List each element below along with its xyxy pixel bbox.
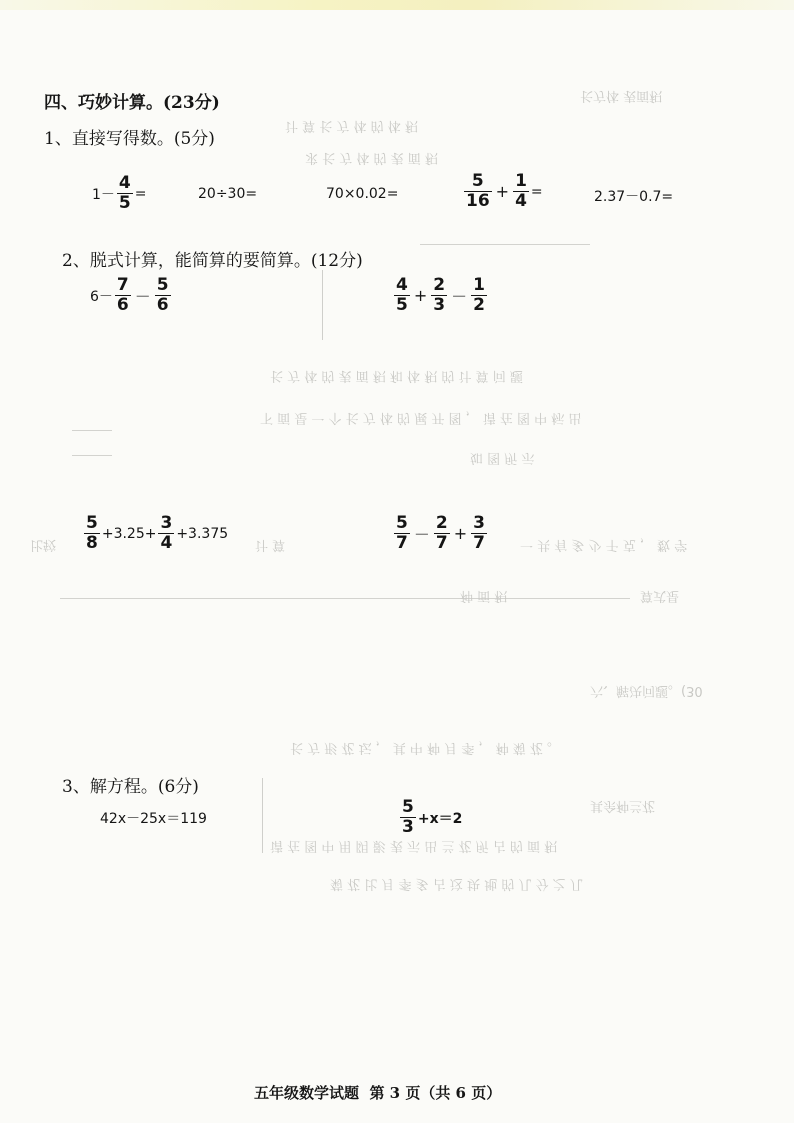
denominator: 4	[160, 533, 173, 553]
q2-expr-2	[392, 276, 489, 315]
paper-stain	[0, 0, 794, 10]
fraction	[117, 174, 133, 213]
bleed-text: 其余种兰花	[590, 798, 656, 813]
fraction	[115, 276, 131, 315]
numerator: 1	[473, 275, 485, 295]
denominator: 7	[435, 533, 448, 553]
denominator: 8	[86, 533, 98, 553]
equation-tail: +x＝2	[417, 810, 463, 827]
q2-title: 2、脱式计算，能简算的要简算。(12分)	[62, 251, 363, 271]
item-lead: 1－	[92, 186, 115, 203]
bleed-line	[420, 244, 590, 245]
bleed-text: 长 方 形 花 坛 ， 其 中 种 月 季 ， 种 菊 花 。	[290, 740, 560, 755]
bleed-text: 一 共 有 多 少 千 克 ， 数 学	[520, 537, 688, 552]
operator: －	[451, 287, 468, 306]
q2-expr-3	[82, 514, 228, 553]
operator: +	[453, 524, 468, 543]
numerator: 3	[160, 513, 173, 533]
numerator: 4	[396, 275, 408, 295]
denominator: 6	[116, 295, 129, 315]
section-title: 四、巧妙计算。(23分)	[44, 93, 220, 113]
numerator: 2	[435, 513, 448, 533]
q3-title: 3、解方程。(6分)	[62, 777, 199, 797]
fraction	[513, 172, 529, 211]
q1-item-3: 70×0.02=	[326, 186, 399, 202]
bleed-line	[322, 270, 323, 340]
bleed-text: 长 方 体 的 表 面 积 和 体 积 的 计 算 问 题	[270, 368, 523, 383]
fraction	[471, 514, 487, 553]
fraction	[464, 172, 492, 211]
denominator: 16	[466, 191, 490, 211]
denominator: 5	[118, 193, 131, 213]
q2-expr-4	[392, 514, 489, 553]
fraction	[158, 514, 174, 553]
fraction	[84, 514, 100, 553]
q3-equation-1: 42x－25x＝119	[100, 811, 207, 827]
bleed-text: 菊 花 比 月 季 多 占 这 块 地 的 几 分 之 几	[330, 876, 583, 891]
numerator: 1	[515, 171, 527, 191]
denominator: 6	[156, 295, 169, 315]
denominator: 4	[515, 191, 527, 211]
bleed-line	[72, 430, 112, 431]
q3-equation-2	[398, 798, 462, 837]
numerator: 5	[471, 171, 484, 191]
bleed-text: 种 面 积	[460, 588, 508, 603]
fraction	[400, 798, 416, 837]
q1-item-2: 20÷30=	[198, 186, 258, 202]
page-footer: 五年级数学试题 第 3 页（共 6 页）	[254, 1084, 502, 1102]
denominator: 7	[473, 533, 485, 553]
equals-sign: =	[134, 185, 147, 202]
expr-lead: 6－	[90, 288, 113, 305]
bleed-line	[72, 455, 112, 456]
operator: +	[495, 182, 510, 201]
bleed-text: 长方体 表面积	[580, 88, 663, 103]
bleed-text: 六、解决问题。(30	[590, 683, 703, 698]
bleed-line	[60, 598, 630, 599]
bleed-text: 求 长 方 体 的 表 面 积	[305, 150, 438, 165]
bleed-text: 请 在 图 中 用 阴 影 表 示 出 兰 花 所 占 的 面 积	[270, 838, 558, 853]
denominator: 7	[396, 533, 408, 553]
fraction	[431, 276, 447, 315]
numerator: 2	[433, 275, 446, 295]
fraction	[471, 276, 487, 315]
operator: －	[134, 287, 151, 306]
fraction	[394, 514, 410, 553]
numerator: 7	[116, 275, 129, 295]
operator: +	[413, 286, 428, 305]
operator: －	[413, 525, 430, 544]
q1-item-1	[92, 174, 147, 213]
numerator: 5	[396, 513, 408, 533]
numerator: 5	[156, 275, 169, 295]
equals-sign: =	[530, 183, 543, 200]
bleed-line	[262, 778, 263, 853]
q1-item-5: 2.37－0.7=	[594, 189, 674, 205]
q1-item-4	[462, 172, 543, 211]
bleed-text: 比较	[30, 537, 57, 552]
fraction	[394, 276, 410, 315]
bleed-text: 计 算 长 方 体 的 体 积	[285, 118, 418, 133]
denominator: 3	[402, 817, 414, 837]
q1-title: 1、直接写得数。(5分)	[44, 129, 215, 149]
numerator: 3	[473, 513, 485, 533]
q2-expr-1	[90, 276, 173, 315]
fraction	[434, 514, 450, 553]
expr-middle: +3.25+	[101, 525, 157, 542]
expr-tail: +3.375	[176, 525, 229, 542]
bleed-text: 算式是	[640, 588, 680, 603]
bleed-text: 如 图 所 示	[470, 450, 535, 465]
denominator: 5	[396, 295, 408, 315]
denominator: 2	[473, 295, 485, 315]
denominator: 3	[433, 295, 446, 315]
numerator: 5	[86, 513, 98, 533]
numerator: 5	[402, 797, 414, 817]
bleed-text: 下 面 是 一 个 长 方 体 的 展 开 图 ， 请 在 图 中 标 出	[260, 410, 582, 425]
fraction	[155, 276, 171, 315]
numerator: 4	[118, 173, 131, 193]
bleed-text: 计 算	[255, 537, 286, 552]
